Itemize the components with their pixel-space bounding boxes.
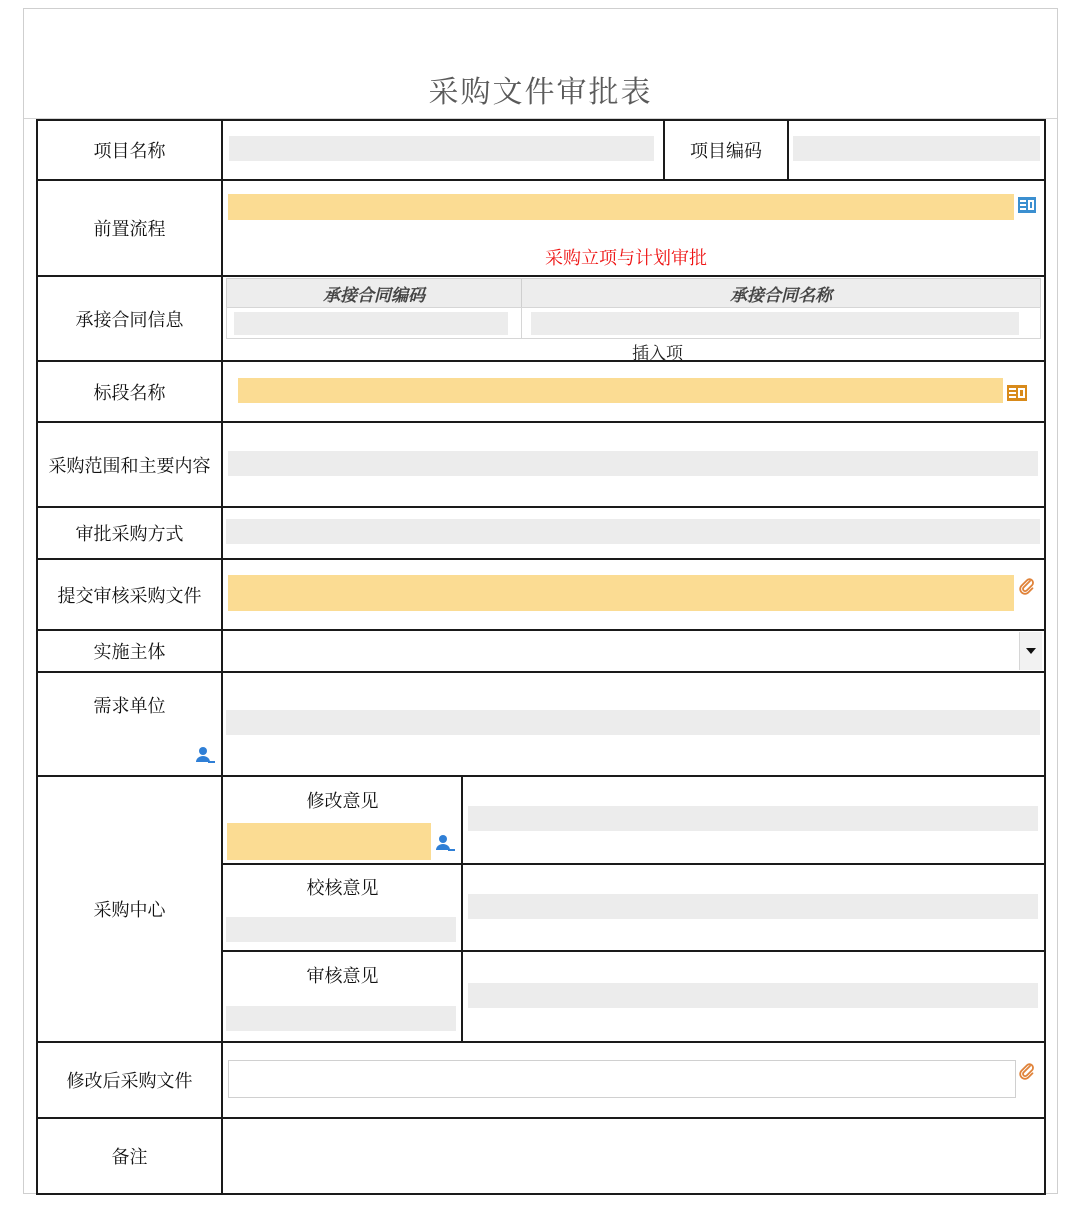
- attachment-icon[interactable]: [1017, 1062, 1037, 1082]
- list-picker-icon[interactable]: [1017, 195, 1037, 215]
- predecessor-link[interactable]: 采购立项与计划审批: [545, 248, 707, 269]
- review-opinion-label: 审核意见: [306, 966, 379, 987]
- dropdown-arrow-icon[interactable]: [1019, 632, 1042, 670]
- project-name-field[interactable]: [229, 136, 654, 161]
- form-title: 采购文件审批表: [428, 75, 653, 110]
- section-name-field[interactable]: [238, 378, 1003, 403]
- column-divider: [787, 119, 789, 180]
- project-name-label: 项目名称: [93, 141, 166, 162]
- approved-method-field[interactable]: [226, 519, 1040, 544]
- implementer-label: 实施主体: [93, 642, 166, 663]
- contract-name-header: 承接合同名称: [521, 278, 1041, 308]
- contract-name-field[interactable]: [531, 312, 1019, 335]
- review-opinion-person-field[interactable]: [226, 1006, 456, 1031]
- row-divider: [36, 671, 1046, 673]
- project-code-label: 项目编码: [690, 141, 762, 162]
- scope-field[interactable]: [228, 451, 1038, 476]
- remarks-field[interactable]: [223, 1119, 1044, 1193]
- section-name-label: 标段名称: [93, 382, 166, 404]
- implementer-select[interactable]: [223, 632, 1044, 670]
- row-divider: [222, 950, 1046, 952]
- revised-docs-label: 修改后采购文件: [66, 1071, 193, 1092]
- column-divider: [461, 775, 463, 1043]
- revise-opinion-label: 修改意见: [306, 791, 379, 812]
- predecessor-process-field[interactable]: [228, 194, 1014, 220]
- submit-docs-label: 提交审核采购文件: [57, 585, 202, 607]
- row-divider: [222, 863, 1046, 865]
- submit-docs-field[interactable]: [228, 575, 1014, 611]
- revise-opinion-field[interactable]: [468, 806, 1038, 831]
- user-picker-icon[interactable]: [194, 744, 216, 766]
- demand-unit-field[interactable]: [226, 710, 1040, 735]
- scope-label: 采购范围和主要内容: [48, 455, 211, 477]
- list-picker-icon-orange[interactable]: [1006, 383, 1028, 403]
- contract-code-field[interactable]: [234, 312, 508, 335]
- user-picker-icon[interactable]: [434, 832, 456, 854]
- predecessor-process-label: 前置流程: [93, 219, 166, 240]
- attachment-icon[interactable]: [1017, 577, 1037, 597]
- revise-opinion-person-field[interactable]: [227, 823, 431, 860]
- purchasing-center-label: 采购中心: [93, 900, 166, 921]
- contract-code-header: 承接合同编码: [226, 278, 522, 308]
- contract-info-label: 承接合同信息: [75, 309, 184, 331]
- approved-method-label: 审批采购方式: [75, 524, 184, 545]
- check-opinion-field[interactable]: [468, 894, 1038, 919]
- insert-item-button[interactable]: 插入项: [632, 344, 683, 364]
- review-opinion-field[interactable]: [468, 983, 1038, 1008]
- check-opinion-label: 校核意见: [306, 878, 379, 899]
- remarks-label: 备注: [111, 1147, 148, 1168]
- demand-unit-label: 需求单位: [93, 696, 166, 717]
- check-opinion-person-field[interactable]: [226, 917, 456, 942]
- project-code-field[interactable]: [793, 136, 1040, 161]
- revised-docs-field[interactable]: [228, 1060, 1016, 1098]
